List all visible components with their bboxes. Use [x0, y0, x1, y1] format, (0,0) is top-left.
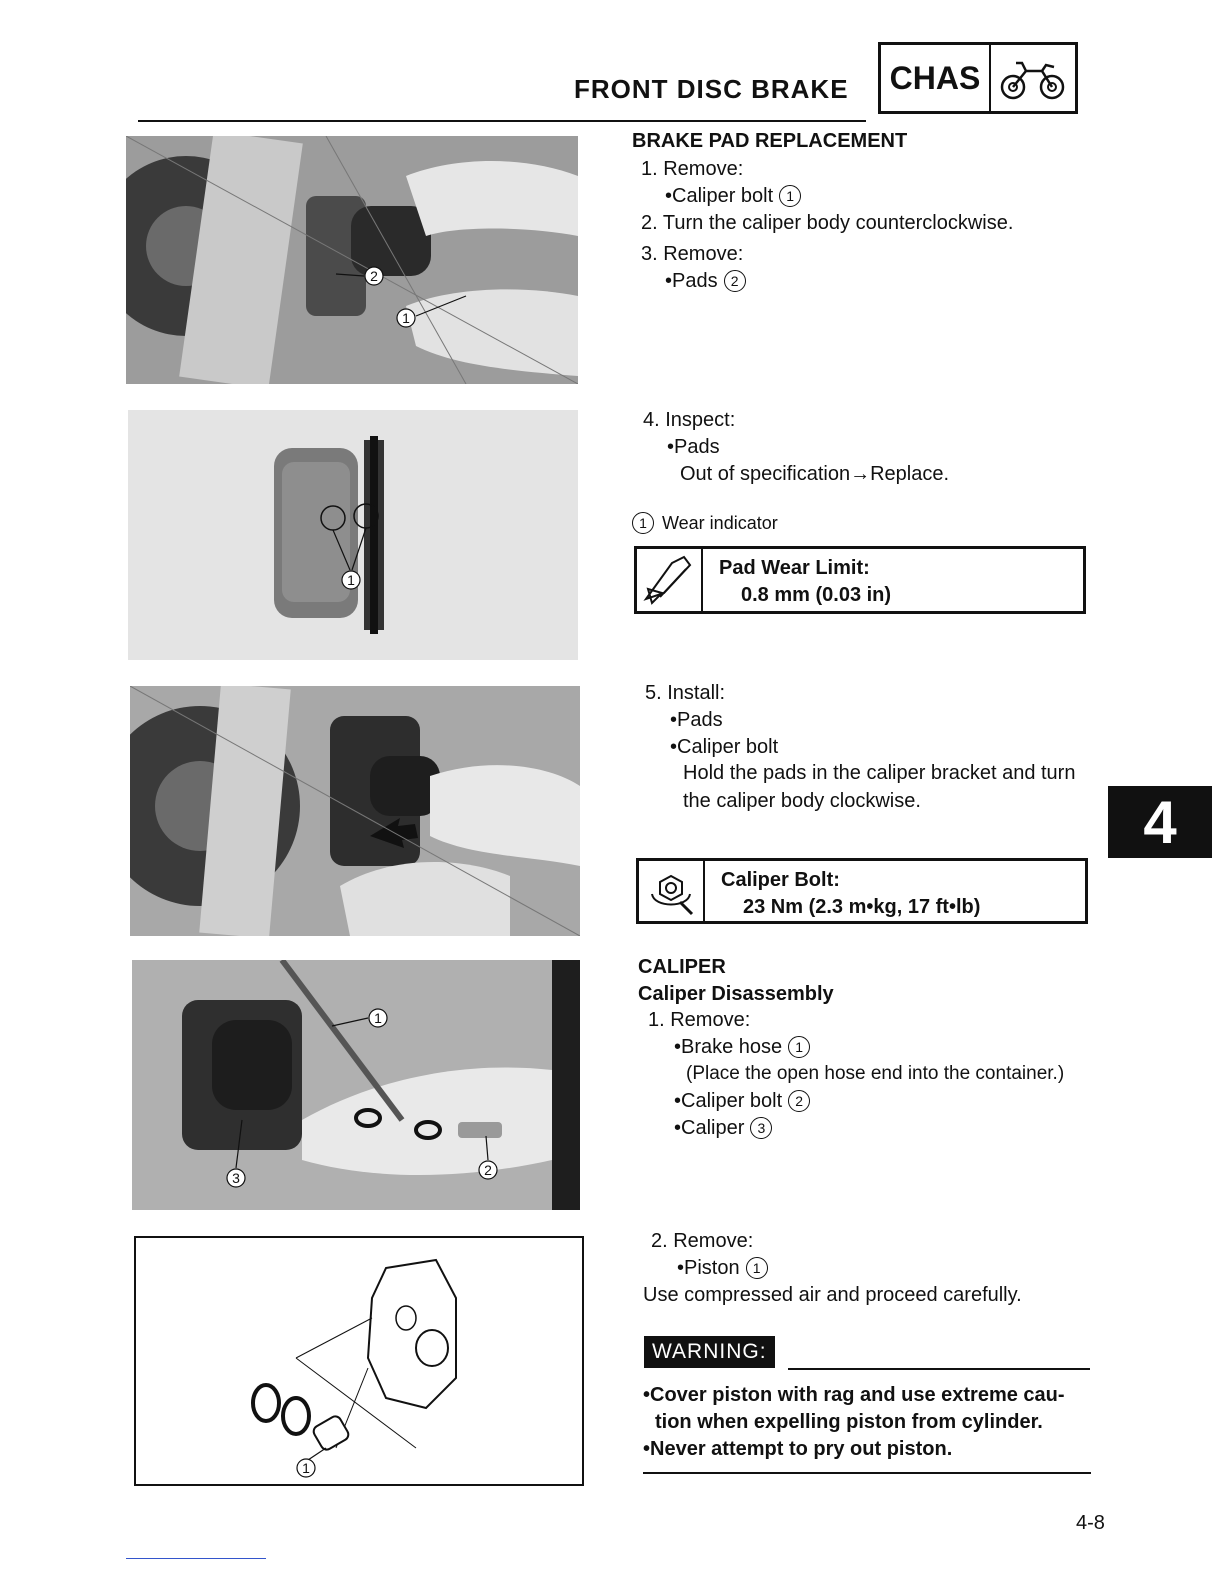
photo-pad-install	[130, 686, 580, 936]
section-badge	[878, 42, 1078, 114]
legend-wear-indicator: 1 Wear indicator	[632, 510, 778, 537]
fig4-callout-3: 3	[232, 1170, 240, 1186]
subheading-caliper-disassembly: Caliper Disassembly	[638, 983, 834, 1005]
fig5-callout-1: 1	[302, 1460, 310, 1476]
motorcycle-icon	[991, 45, 1075, 111]
pad-step-1-item: •Caliper bolt 1	[665, 183, 801, 210]
ref-badge: 1	[632, 512, 654, 534]
pad-step-2: 2. Turn the caliper body counterclockwise.	[641, 212, 1014, 234]
photo-caliper-disassembly	[132, 960, 580, 1210]
inspect-note: Out of specification→Replace.	[680, 463, 950, 485]
pad-step-3-item: •Pads 2	[665, 268, 746, 295]
ref-badge: 2	[788, 1090, 810, 1112]
fig4-callout-1: 1	[374, 1010, 382, 1026]
install-note-2: the caliper body clockwise.	[683, 790, 921, 812]
warning-rule-bottom	[643, 1472, 1091, 1474]
chapter-tab: 4	[1108, 786, 1212, 858]
caliper-item-caliper: •Caliper 3	[674, 1115, 772, 1142]
spec-value: 0.8 mm (0.03 in)	[741, 584, 892, 606]
torque-wrench-icon	[639, 861, 705, 921]
caliper-item-bolt: •Caliper bolt 2	[674, 1088, 810, 1115]
caliper-step-2-note: Use compressed air and proceed carefully.	[643, 1284, 1022, 1306]
caliper-step-2-item: •Piston 1	[677, 1255, 768, 1282]
caliper-step-1: 1. Remove:	[648, 1009, 751, 1031]
warning-line-3: •Never attempt to pry out piston.	[643, 1438, 953, 1460]
fig4-callout-2: 2	[484, 1162, 492, 1178]
fig1-callout-2: 2	[370, 268, 378, 284]
header-rule	[138, 120, 866, 122]
section-heading-pad-replacement: BRAKE PAD REPLACEMENT	[632, 130, 908, 152]
ref-badge: 2	[724, 270, 746, 292]
caliper-item-brake-hose: •Brake hose 1	[674, 1034, 810, 1061]
photo-pad-removal	[126, 136, 578, 384]
spec-label: Caliper Bolt:	[721, 869, 840, 891]
ref-badge: 3	[750, 1117, 772, 1139]
page-title: FRONT DISC BRAKE	[574, 74, 849, 104]
pad-step-3: 3. Remove:	[641, 243, 744, 265]
install-note-1: Hold the pads in the caliper bracket and turn	[683, 762, 1076, 784]
caliper-item-note: (Place the open hose end into the container.)	[686, 1063, 1065, 1084]
ref-badge: 1	[779, 185, 801, 207]
ref-badge: 1	[788, 1036, 810, 1058]
footer-line	[126, 1558, 266, 1559]
pad-step-1: 1. Remove:	[641, 158, 744, 180]
inspect-step-4: 4. Inspect:	[643, 409, 736, 431]
spec-value: 23 Nm (2.3 m•kg, 17 ft•lb)	[743, 896, 981, 918]
install-item-1: •Pads	[670, 709, 723, 731]
page-number: 4-8	[1076, 1512, 1105, 1534]
fig2-callout-1: 1	[347, 572, 355, 588]
photo-pad-inspection	[128, 410, 578, 660]
install-item-2: •Caliper bolt	[670, 736, 779, 758]
spec-caliper-bolt-torque	[636, 858, 1088, 924]
spec-label: Pad Wear Limit:	[719, 557, 870, 579]
diagram-caliper-piston	[134, 1236, 584, 1486]
section-code: CHAS	[881, 45, 991, 111]
warning-line-1: •Cover piston with rag and use extreme cau-	[643, 1384, 1065, 1406]
inspect-item: •Pads	[667, 436, 720, 458]
warning-label: WARNING:	[644, 1336, 775, 1368]
spec-pad-wear-limit	[634, 546, 1086, 614]
fig1-callout-1: 1	[402, 310, 410, 326]
caliper-gauge-icon	[637, 549, 703, 611]
warning-rule-top	[788, 1368, 1090, 1370]
warning-line-2: tion when expelling piston from cylinder.	[655, 1411, 1043, 1433]
ref-badge: 1	[746, 1257, 768, 1279]
caliper-step-2: 2. Remove:	[651, 1230, 754, 1252]
install-step-5: 5. Install:	[645, 682, 726, 704]
section-heading-caliper: CALIPER	[638, 956, 726, 978]
